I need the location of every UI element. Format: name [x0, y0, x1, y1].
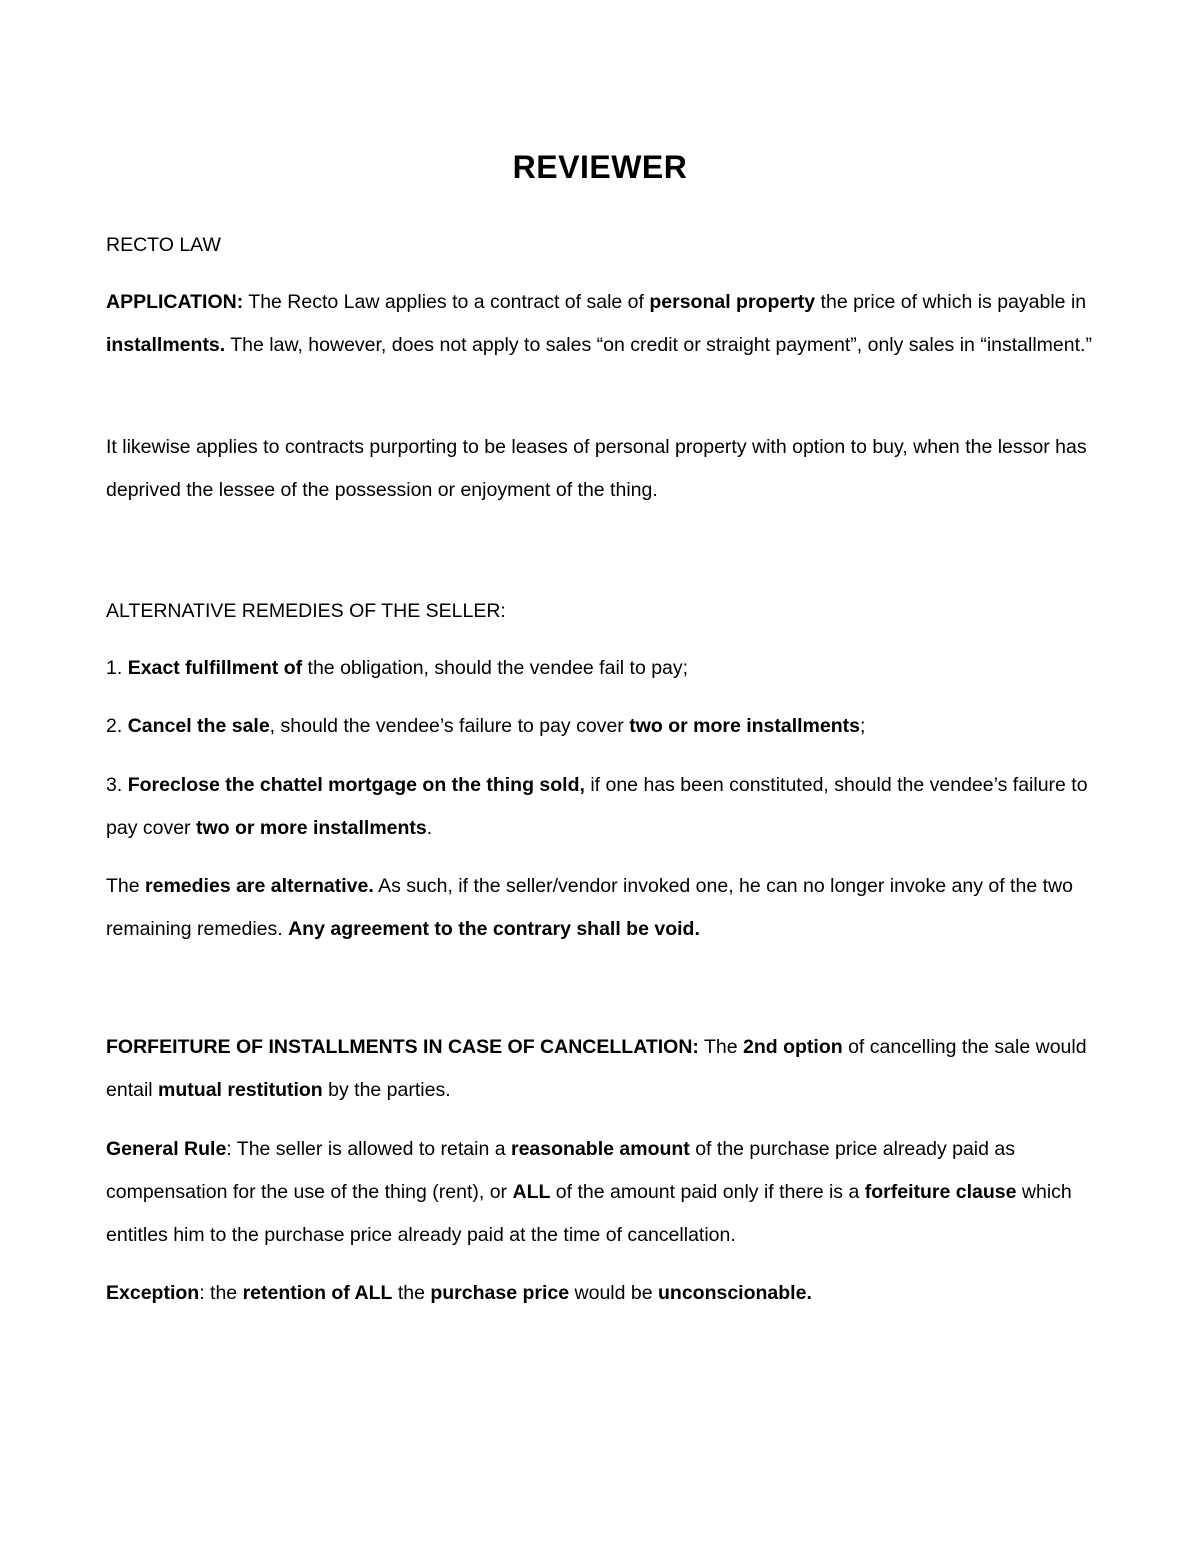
bold-run: reasonable amount	[511, 1138, 690, 1160]
text-run: the price of which is payable in	[815, 291, 1087, 313]
bold-run: two or more installments	[195, 817, 427, 839]
remedy-item-2	[106, 705, 1098, 748]
text-run: would be	[569, 1282, 658, 1304]
section-heading-remedies: ALTERNATIVE REMEDIES OF THE SELLER:	[106, 600, 506, 622]
bold-run: forfeiture clause	[864, 1181, 1017, 1203]
text-run: .	[426, 817, 433, 839]
text-run: of cancelling the sale would entail	[106, 1036, 1087, 1101]
bold-run: ALL	[512, 1181, 551, 1203]
bold-run: personal property	[649, 291, 816, 313]
likewise-paragraph: It likewise applies to contracts purporting to be leases of personal property with option to buy, when the lessor has deprived the lessee of the possession or enjoyment of the thing.	[106, 436, 1087, 501]
bold-run: retention of ALL	[242, 1282, 393, 1304]
text-run: , should the vendee’s failure to pay cover	[269, 715, 630, 737]
text-run: ;	[860, 715, 866, 737]
bold-run: Any agreement to the contrary shall be void.	[288, 918, 700, 940]
forfeiture-paragraph	[106, 1026, 1098, 1112]
bold-run: mutual restitution	[158, 1079, 323, 1101]
item-number: 1.	[106, 657, 128, 679]
application-label: APPLICATION:	[106, 291, 244, 313]
text-run: As such, if the seller/vendor invoked one, he can no longer invoke any of the two remaining remedies.	[106, 875, 1073, 940]
bold-run: Foreclose the chattel mortgage on the thing sold,	[127, 774, 585, 796]
text-run: which entitles him to the purchase price already paid at the time of cancellation.	[106, 1181, 1072, 1246]
text-run: : The seller is allowed to retain a	[226, 1138, 511, 1160]
document-title: REVIEWER	[512, 149, 688, 185]
item-number: 2.	[106, 715, 128, 737]
bold-run: remedies are alternative.	[145, 875, 374, 897]
text-run: The Recto Law applies to a contract of sale of	[243, 291, 650, 313]
bold-run: unconscionable.	[658, 1282, 812, 1304]
section-heading-recto-law: RECTO LAW	[106, 234, 221, 256]
bold-run: Exact fulfillment of	[127, 657, 303, 679]
text-run: The	[106, 875, 146, 897]
remedy-item-3	[106, 764, 1098, 850]
remedy-item-1	[106, 647, 1098, 690]
bold-run: two or more installments	[629, 715, 860, 737]
text-run: by the parties.	[322, 1079, 451, 1101]
general-rule-label: General Rule	[106, 1138, 227, 1160]
text-run: if one has been constituted, should the vendee’s failure to pay cover	[106, 774, 1088, 839]
text-run: The	[698, 1036, 744, 1058]
text-run: The law, however, does not apply to sales “on credit or straight payment”, only sales in “installment.”	[225, 334, 1092, 356]
text-run: : the	[199, 1282, 243, 1304]
text-run: of the purchase price already paid as compensation for the use of the thing (rent), or	[106, 1138, 1015, 1203]
general-rule-paragraph	[106, 1128, 1098, 1257]
exception-label: Exception	[106, 1282, 200, 1304]
text-run: the obligation, should the vendee fail to pay;	[302, 657, 689, 679]
application-paragraph	[106, 281, 1098, 367]
bold-run: installments.	[106, 334, 226, 356]
text-run: the	[392, 1282, 431, 1304]
bold-run: 2nd option	[743, 1036, 843, 1058]
remedies-note-paragraph	[106, 865, 1098, 951]
section-heading-forfeiture: FORFEITURE OF INSTALLMENTS IN CASE OF CANCELLATION:	[106, 1036, 699, 1058]
bold-run: Cancel the sale	[127, 715, 270, 737]
item-number: 3.	[106, 774, 128, 796]
exception-paragraph	[106, 1272, 1098, 1315]
text-run: of the amount paid only if there is a	[550, 1181, 865, 1203]
bold-run: purchase price	[430, 1282, 570, 1304]
